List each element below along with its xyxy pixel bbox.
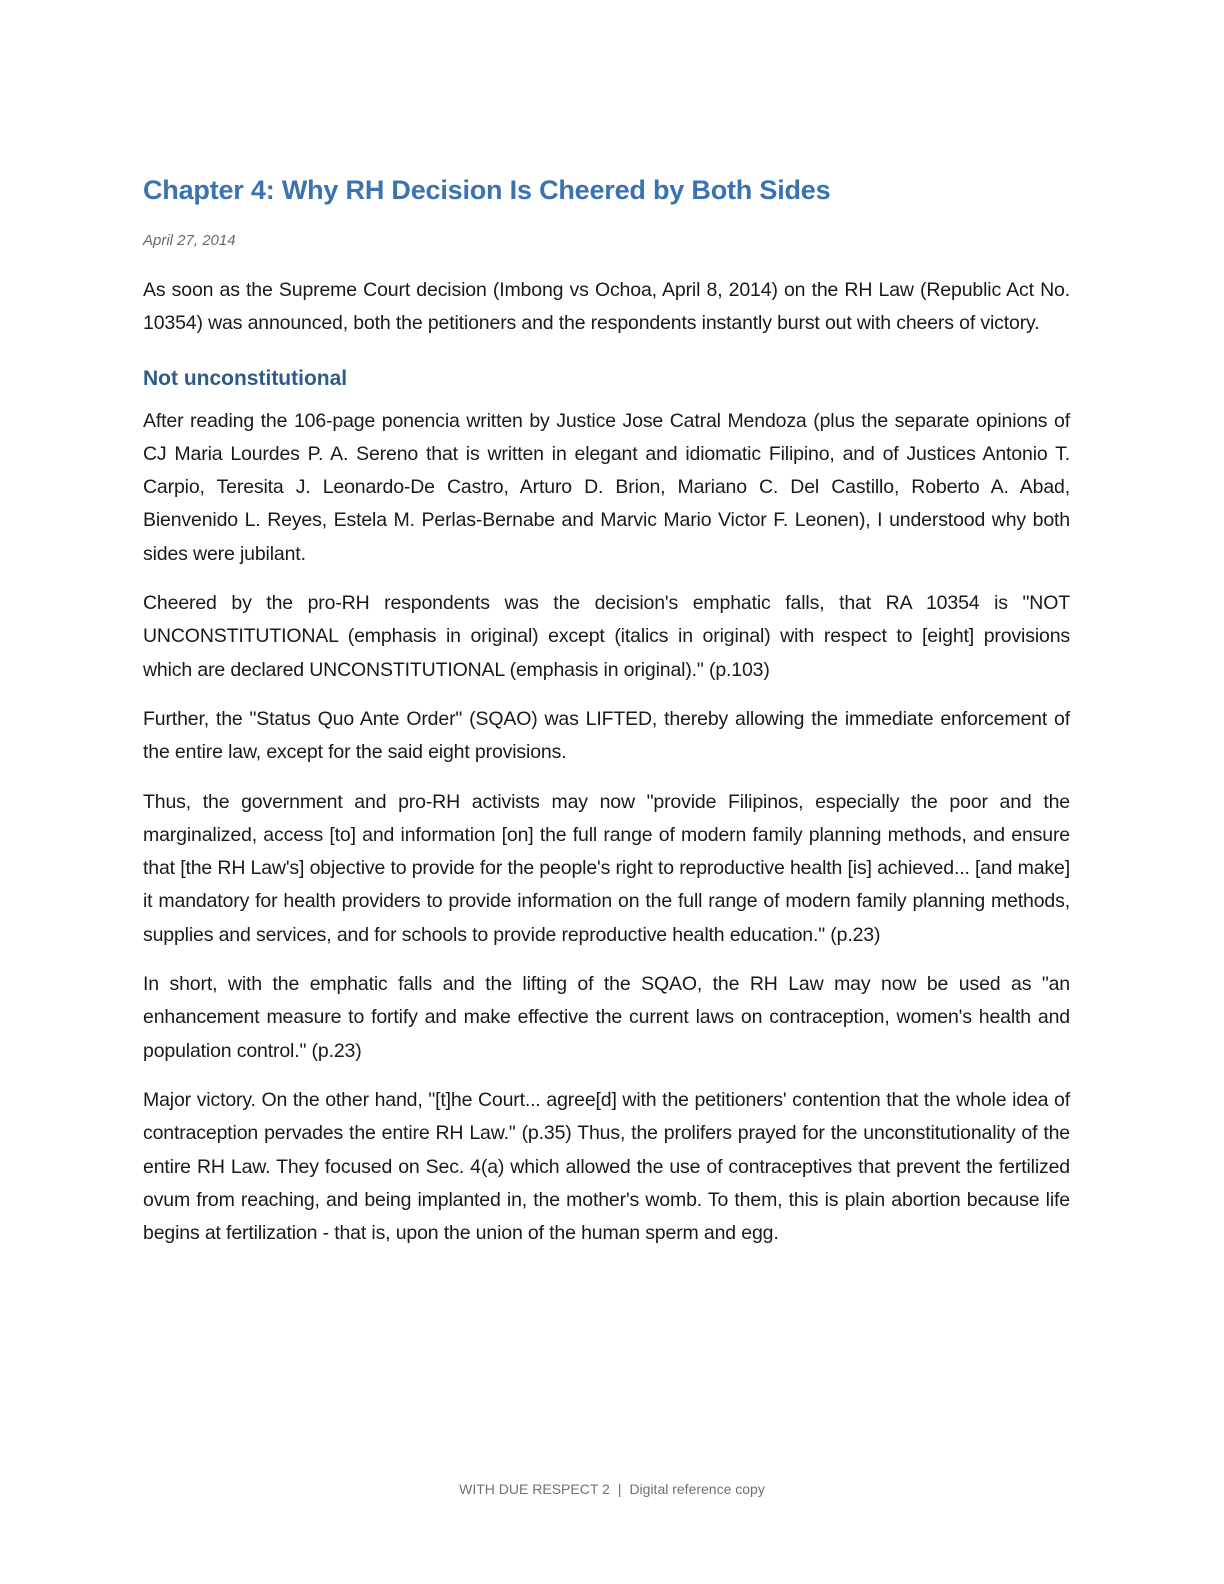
body-paragraph: Thus, the government and pro-RH activists may now "provide Filipinos, especially the poor and the marginalized, access [to] and information [on] the full range of modern family planning methods, and ensure that [the RH Law's] objective to provide for the people's right to reproductive health [is] achieved... [and make] it mandatory for health providers to provide information on the full range of modern family planning methods, supplies and services, and for schools to provide reproductive health education." (p.23) xyxy=(143,790,1070,946)
section-heading: Not unconstitutional xyxy=(143,366,348,390)
body-paragraph: After reading the 106-page ponencia written by Justice Jose Catral Mendoza (plus the separate opinions of CJ Maria Lourdes P. A. Sereno that is written in elegant and idiomatic Filipino, and of Justices Antonio T. Carpio, Teresita J. Leonardo-De Castro, Arturo D. Brion, Mariano C. Del Castillo, Roberto A. Abad, Bienvenido L. Reyes, Estela M. Perlas-Bernabe and Marvic Mario Victor F. Leonen), I understood why both sides were jubilant. xyxy=(143,409,1070,565)
publication-date: April 27, 2014 xyxy=(143,232,236,249)
footer-note: Digital reference copy xyxy=(629,1481,765,1497)
body-paragraph: Cheered by the pro-RH respondents was the decision's emphatic falls, that RA 10354 is "NOT UNCONSTITUTIONAL (emphasis in original) except (italics in original) with respect to [eight] provisions which are declared UNCONSTITUTIONAL (emphasis in original)." (p.103) xyxy=(143,592,1070,681)
footer-separator: | xyxy=(617,1481,622,1497)
document-page xyxy=(143,170,1070,1250)
intro-paragraph: As soon as the Supreme Court decision (Imbong vs Ochoa, April 8, 2014) on the RH Law (Republic Act No. 10354) was announced, both the petitioners and the respondents instantly burst out with cheers of victory. xyxy=(143,279,1070,335)
body-paragraph: Major victory. On the other hand, "[t]he Court... agree[d] with the petitioners' contention that the whole idea of contraception pervades the entire RH Law." (p.35) Thus, the prolifers prayed for the unconstitutionality of the entire RH Law. They focused on Sec. 4(a) which allowed the use of contraceptives that prevent the fertilized ovum from reaching, and being implanted in, the mother's womb. To them, this is plain abortion because life begins at fertilization - that is, upon the union of the human sperm and egg. xyxy=(143,1088,1070,1245)
body-paragraph: In short, with the emphatic falls and the lifting of the SQAO, the RH Law may now be used as "an enhancement measure to fortify and make effective the current laws on contraception, women's health and population control." (p.23) xyxy=(143,973,1070,1062)
chapter-title: Chapter 4: Why RH Decision Is Cheered by Both Sides xyxy=(143,175,831,205)
page-footer xyxy=(0,1479,1224,1499)
body-paragraph: Further, the "Status Quo Ante Order" (SQAO) was LIFTED, thereby allowing the immediate enforcement of the entire law, except for the said eight provisions. xyxy=(143,707,1070,764)
footer-book-title: WITH DUE RESPECT 2 xyxy=(459,1481,610,1497)
